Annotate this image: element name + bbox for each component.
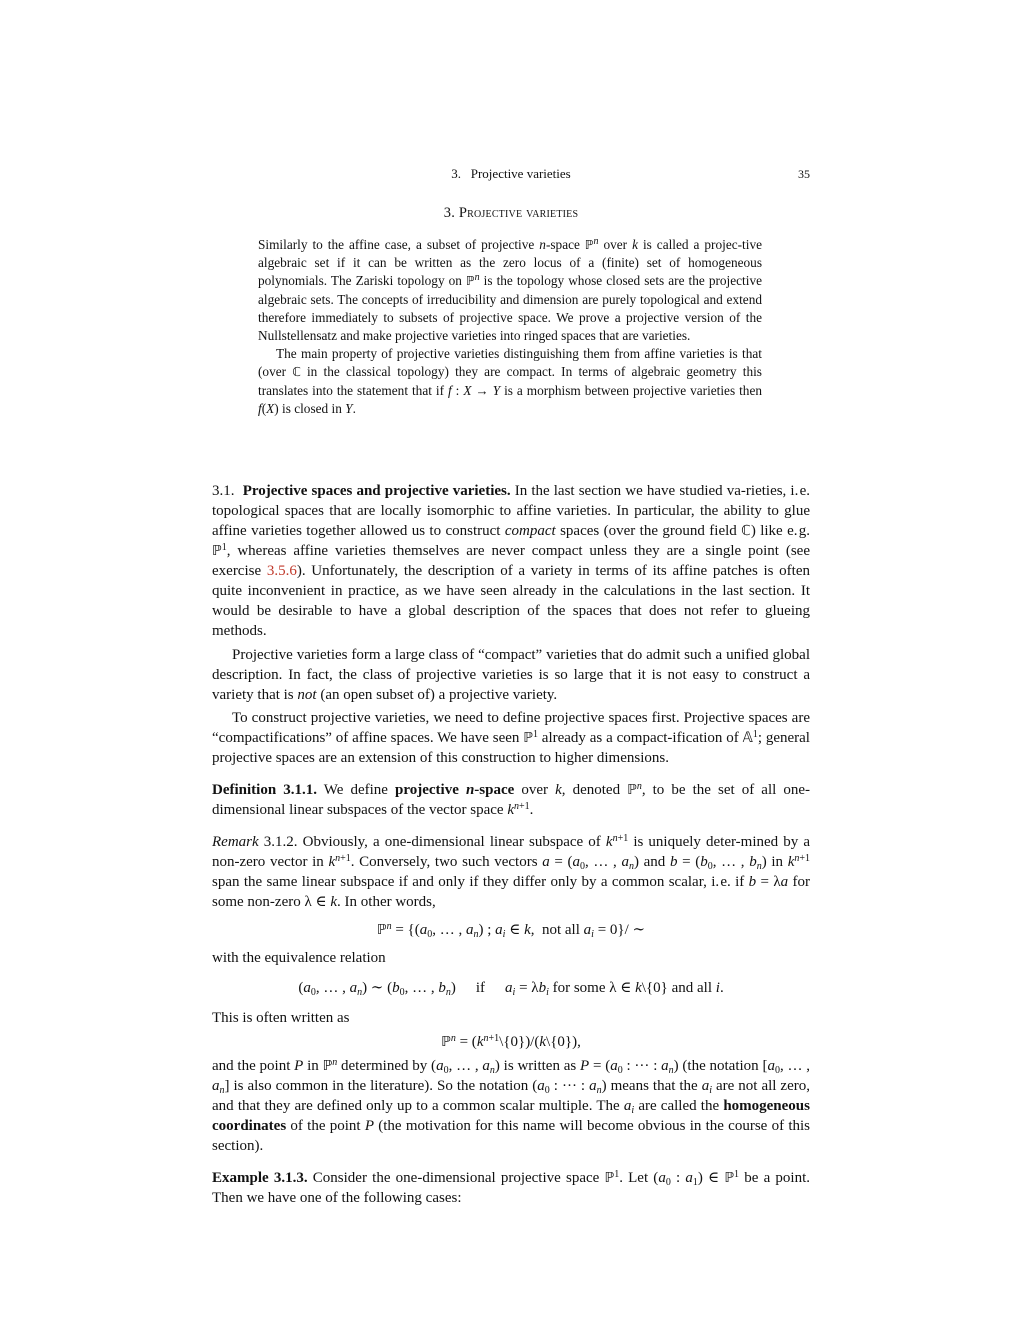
running-title: 3. Projective varieties	[451, 166, 571, 181]
section-title-text: Projective varieties	[458, 205, 579, 221]
body-paragraph: This is often written as	[212, 1010, 350, 1026]
body-paragraph: Projective varieties form a large class of “compact” varieties that do admit such a unified global description. In fact, the class of projective varieties is so large that it is not easy to construct a variety that is not (an open subset of) a projective variety.	[212, 646, 810, 703]
section-number: 3.	[443, 205, 456, 221]
section-abstract	[258, 236, 762, 418]
remark-3-1-2: Remark 3.1.2. Obviously, a one-dimensional linear subspace of $k^{n+1}$ is uniquely deter-mined by a non-zero vector in $k^{n+1}$. Conversely, two such vectors $a = (a_0$, … , $a_n$) and $b = (b_0$, … , $b_n$) in $k^{n+1}$ span the same linear subspace if and only if they differ only by a common scalar, i. e. if b = λa for some non-zero λ ∈ k. In other words,	[212, 833, 811, 910]
body-paragraph: with the equivalence relation	[212, 950, 386, 966]
subsection-number: 3.1.	[212, 483, 235, 499]
term-homogeneous-coordinates: homogeneous coordinates	[212, 1098, 810, 1134]
main-text	[212, 481, 810, 1208]
equation-equivalence: ($a_0$, … , $a_n$) ∼ ($b_0$, … , $b_n$) if $a_i = \lambda b_i$ for some λ ∈ k\{0} and all i.	[298, 980, 724, 998]
remark-label: Remark	[212, 834, 259, 850]
remark-number: 3.1.2.	[263, 834, 298, 850]
definition-label: Definition 3.1.1.	[212, 782, 317, 798]
section-title	[212, 205, 810, 222]
body-paragraph: and the point P in ℙ$^n$ determined by ($a_0$, … , $a_n$) is written as $P = (a_0$ : ··· : $a_n$) (the notation [$a_0$, … , $a_n$] is also common in the literature). So the notation ($a_0$ : ··· : $a_n$) means that the $a_i$ are not all zero, and that they are defined only up to a common scalar multiple. The $a_i$ are called the homogeneous coordinates of the point P (the motivation for this name will become obvious in the course of this section).	[212, 1057, 811, 1154]
abstract-paragraph: Similarly to the affine case, a subset of projective n-space ℙ$^n$ over k is called a projec-tive algebraic set if it can be written as the zero locus of a (finite) set of homogeneous polynomials. The Zariski topology on ℙ$^n$ is the topology whose closed sets are the projective algebraic sets. The concepts of irreducibility and dimension are purely topological and extend therefore immediately to subsets of projective space. We prove a projective version of the Nullstellensatz and make projective varieties into ringed spaces that are varieties.	[258, 236, 763, 344]
definition-3-1-1: Definition 3.1.1. We define projective n-space over k, denoted ℙ$^n$, to be the set of all one-dimensional linear subspaces of the vector space $k^{n+1}$.	[212, 781, 810, 818]
equation-quotient: ℙ$^n$ = $(k^{n+1}\backslash\{0\})/(k\backslash\{0\})$,	[441, 1033, 581, 1050]
example-label: Example 3.1.3.	[212, 1170, 308, 1186]
body-paragraph: To construct projective varieties, we need to define projective spaces first. Projective spaces are “compactifications” of affine spaces. We have seen ℙ$^1$ already as a compact-ification of 𝔸$^1$; general projective spaces are an extension of this construction to higher dimensions.	[212, 710, 810, 766]
abstract-paragraph: The main property of projective varieties distinguishing them from affine varieties is that (over ℂ in the classical topology) they are compact. In terms of algebraic geometry this translates into the statement that if f : X → Y is a morphism between projective varieties then f(X) is closed in Y.	[258, 346, 762, 416]
subsection-title: Projective spaces and projective varieties.	[242, 483, 511, 499]
page-number: 35	[798, 167, 810, 181]
definition-term: projective n-space	[395, 782, 515, 798]
body-paragraph: 3.1. Projective spaces and projective varieties. In the last section we have studied va-rieties, i. e. topological spaces that are locally isomorphic to affine varieties. In particular, the ability to glue affine varieties together allowed us to construct compact spaces (over the ground field ℂ) like e. g. ℙ$^1$, whereas affine varieties themselves are never compact unless they are a single point (see exercise 3.5.6). Unfortunately, the description of a variety in terms of its affine patches is often quite inconvenient in practice, as we have seen already in the calculations in the last section. It would be desirable to have a global description of the spaces that does not refer to glueing methods.	[212, 483, 810, 639]
running-header	[212, 166, 810, 186]
example-3-1-3: Example 3.1.3. Consider the one-dimensional projective space ℙ$^1$. Let ($a_0$ : $a_1$) ∈ ℙ$^1$ be a point. Then we have one of the following cases:	[212, 1169, 810, 1206]
emphasis-not: not	[297, 686, 317, 703]
emphasis-compact: compact	[504, 523, 556, 539]
exercise-link[interactable]: 3.5.6	[266, 563, 297, 579]
equation-projective-space: ℙ$^n$ = {($a_0$, … , $a_n$) ; $a_i$ ∈ k, not all $a_i = 0\}/$ ∼	[376, 921, 646, 940]
